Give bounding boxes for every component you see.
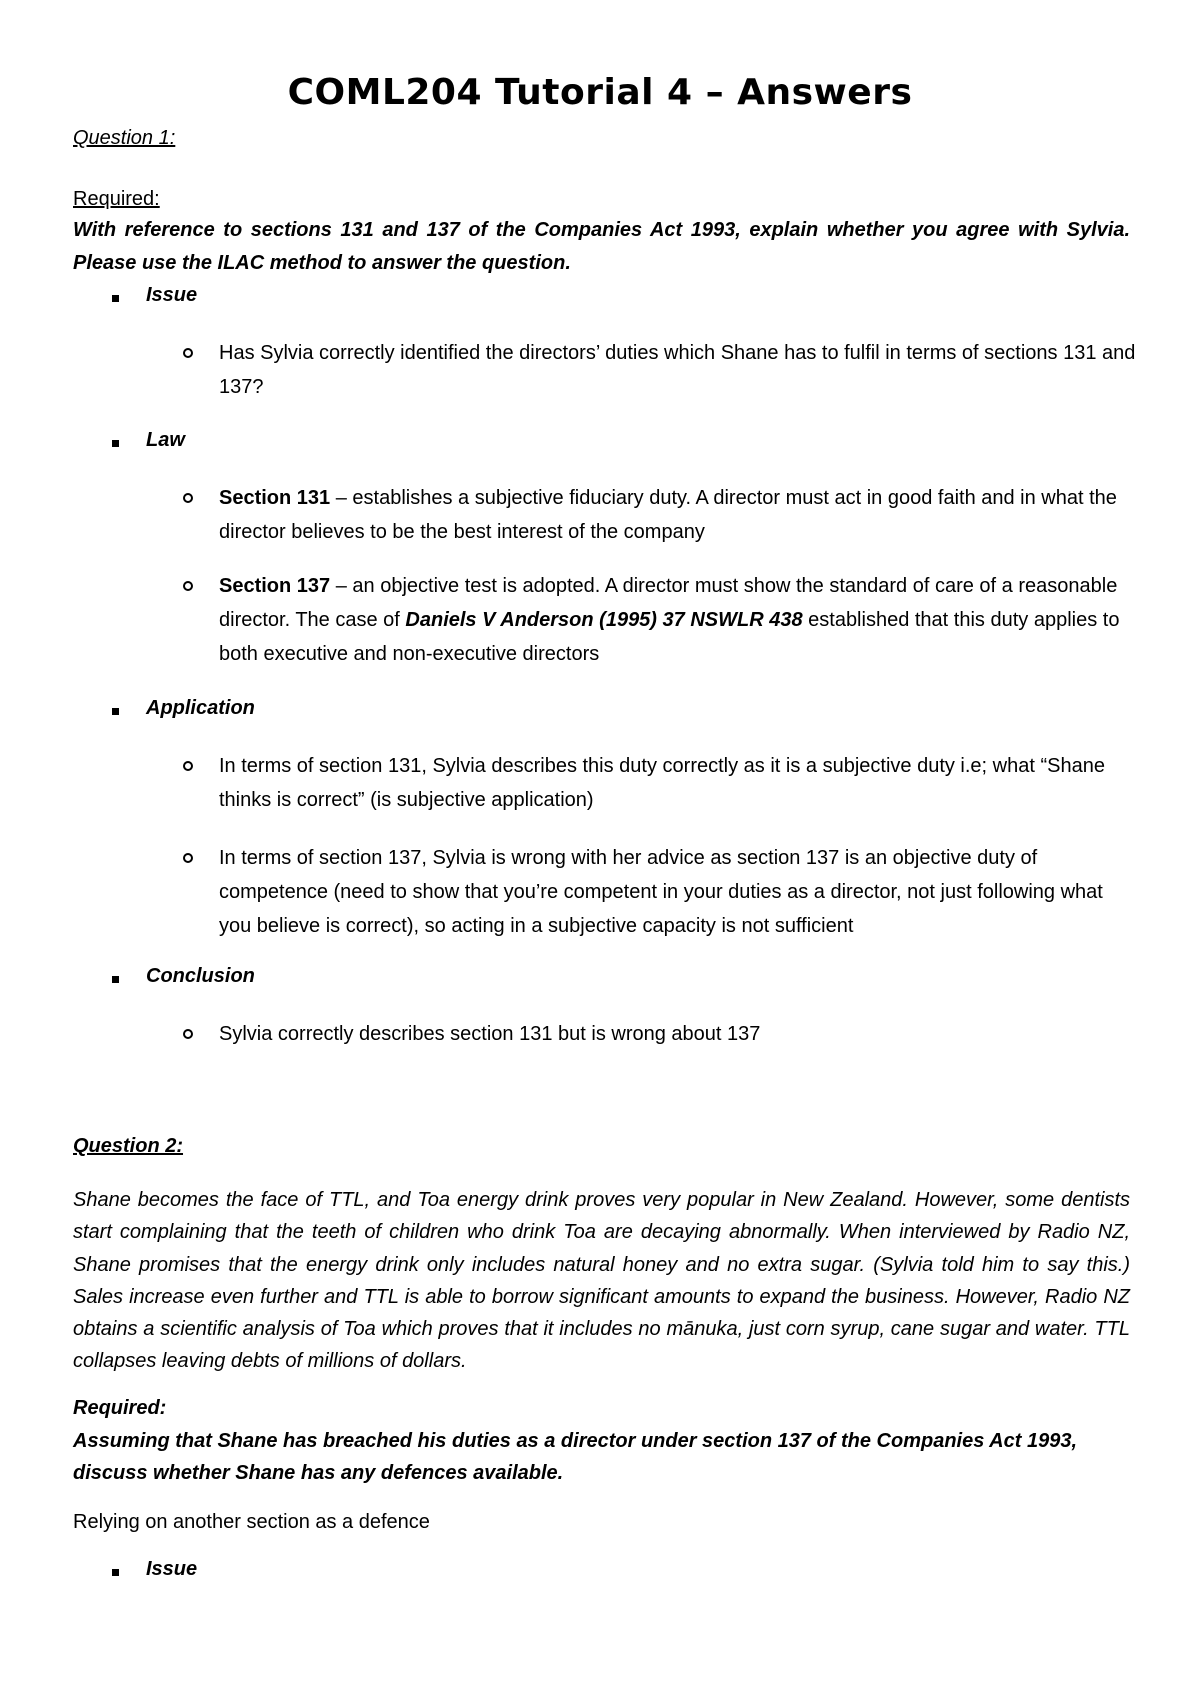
square-bullet-icon [112, 1569, 119, 1576]
circle-bullet-icon [183, 348, 193, 358]
q2-intro: Relying on another section as a defence [73, 1511, 430, 1533]
q1-required-label: Required: [73, 188, 160, 210]
question-1-heading: Question 1: [73, 127, 176, 149]
circle-bullet-icon [183, 1029, 193, 1039]
circle-bullet-icon [183, 493, 193, 503]
q2-required-text: Assuming that Shane has breached his duties as a director under section 137 of the Companies Act 1993, discuss whether Shane has any defences available. [73, 1430, 1077, 1484]
q1-law-label: Law [146, 429, 185, 451]
square-bullet-icon [112, 976, 119, 983]
q1-issue-text: Has Sylvia correctly identified the directors’ duties which Shane has to fulfil in terms of sections 131 and 137? [219, 342, 1136, 398]
q2-issue-label: Issue [146, 1558, 198, 1580]
section-137-label: Section 137 [219, 575, 331, 597]
q1-required-text: With reference to sections 131 and 137 of the Companies Act 1993, explain whether you agree with Sylvia. Please use the ILAC method to answer the question. [73, 219, 1130, 274]
question-2-heading: Question 2: [73, 1135, 184, 1157]
q1-conclusion-text: Sylvia correctly describes section 131 but is wrong about 137 [219, 1023, 761, 1045]
q1-application-label: Application [146, 697, 255, 719]
circle-bullet-icon [183, 853, 193, 863]
section-137-text-b: established that this duty applies to both executive and non-executive directors [219, 609, 1120, 665]
q1-conclusion-label: Conclusion [146, 965, 255, 987]
circle-bullet-icon [183, 761, 193, 771]
q1-application-137: In terms of section 137, Sylvia is wrong with her advice as section 137 is an objective duty of competence (need to show that you’re competent in your duties as a director, not just following what you believe is correct), so acting in a subjective capacity is not sufficient [219, 847, 1103, 937]
page-title: COML204 Tutorial 4 – Answers [287, 72, 913, 113]
q1-law-131 [219, 481, 1139, 549]
square-bullet-icon [112, 708, 119, 715]
q1-issue-label: Issue [146, 284, 198, 306]
circle-bullet-icon [183, 581, 193, 591]
square-bullet-icon [112, 440, 119, 447]
section-131-text: – establishes a subjective fiduciary duty. A director must act in good faith and in what the director believes to be the best interest of the company [219, 487, 1117, 543]
q1-application-131: In terms of section 131, Sylvia describes this duty correctly as it is a subjective duty i.e; what “Shane thinks is correct” (is subjective application) [219, 755, 1105, 811]
q1-law-137 [219, 569, 1139, 671]
section-137-text-a: – an objective test is adopted. A director must show the standard of care of a reasonable director. The case of [219, 575, 1118, 631]
case-citation: Daniels V Anderson (1995) 37 NSWLR 438 [405, 609, 803, 631]
section-131-label: Section 131 [219, 487, 331, 509]
square-bullet-icon [112, 295, 119, 302]
q2-scenario: Shane becomes the face of TTL, and Toa energy drink proves very popular in New Zealand. However, some dentists start complaining that the teeth of children who drink Toa are decaying abnormally. When interviewed by Radio NZ, Shane promises that the energy drink only includes natural honey and no extra sugar. (Sylvia told him to say this.) Sales increase even further and TTL is able to borrow significant amounts to expand the business. However, Radio NZ obtains a scientific analysis of Toa which proves that it includes no mānuka, just corn syrup, cane sugar and water. TTL collapses leaving debts of millions of dollars. [73, 1189, 1130, 1373]
q2-required-label: Required: [73, 1397, 167, 1419]
